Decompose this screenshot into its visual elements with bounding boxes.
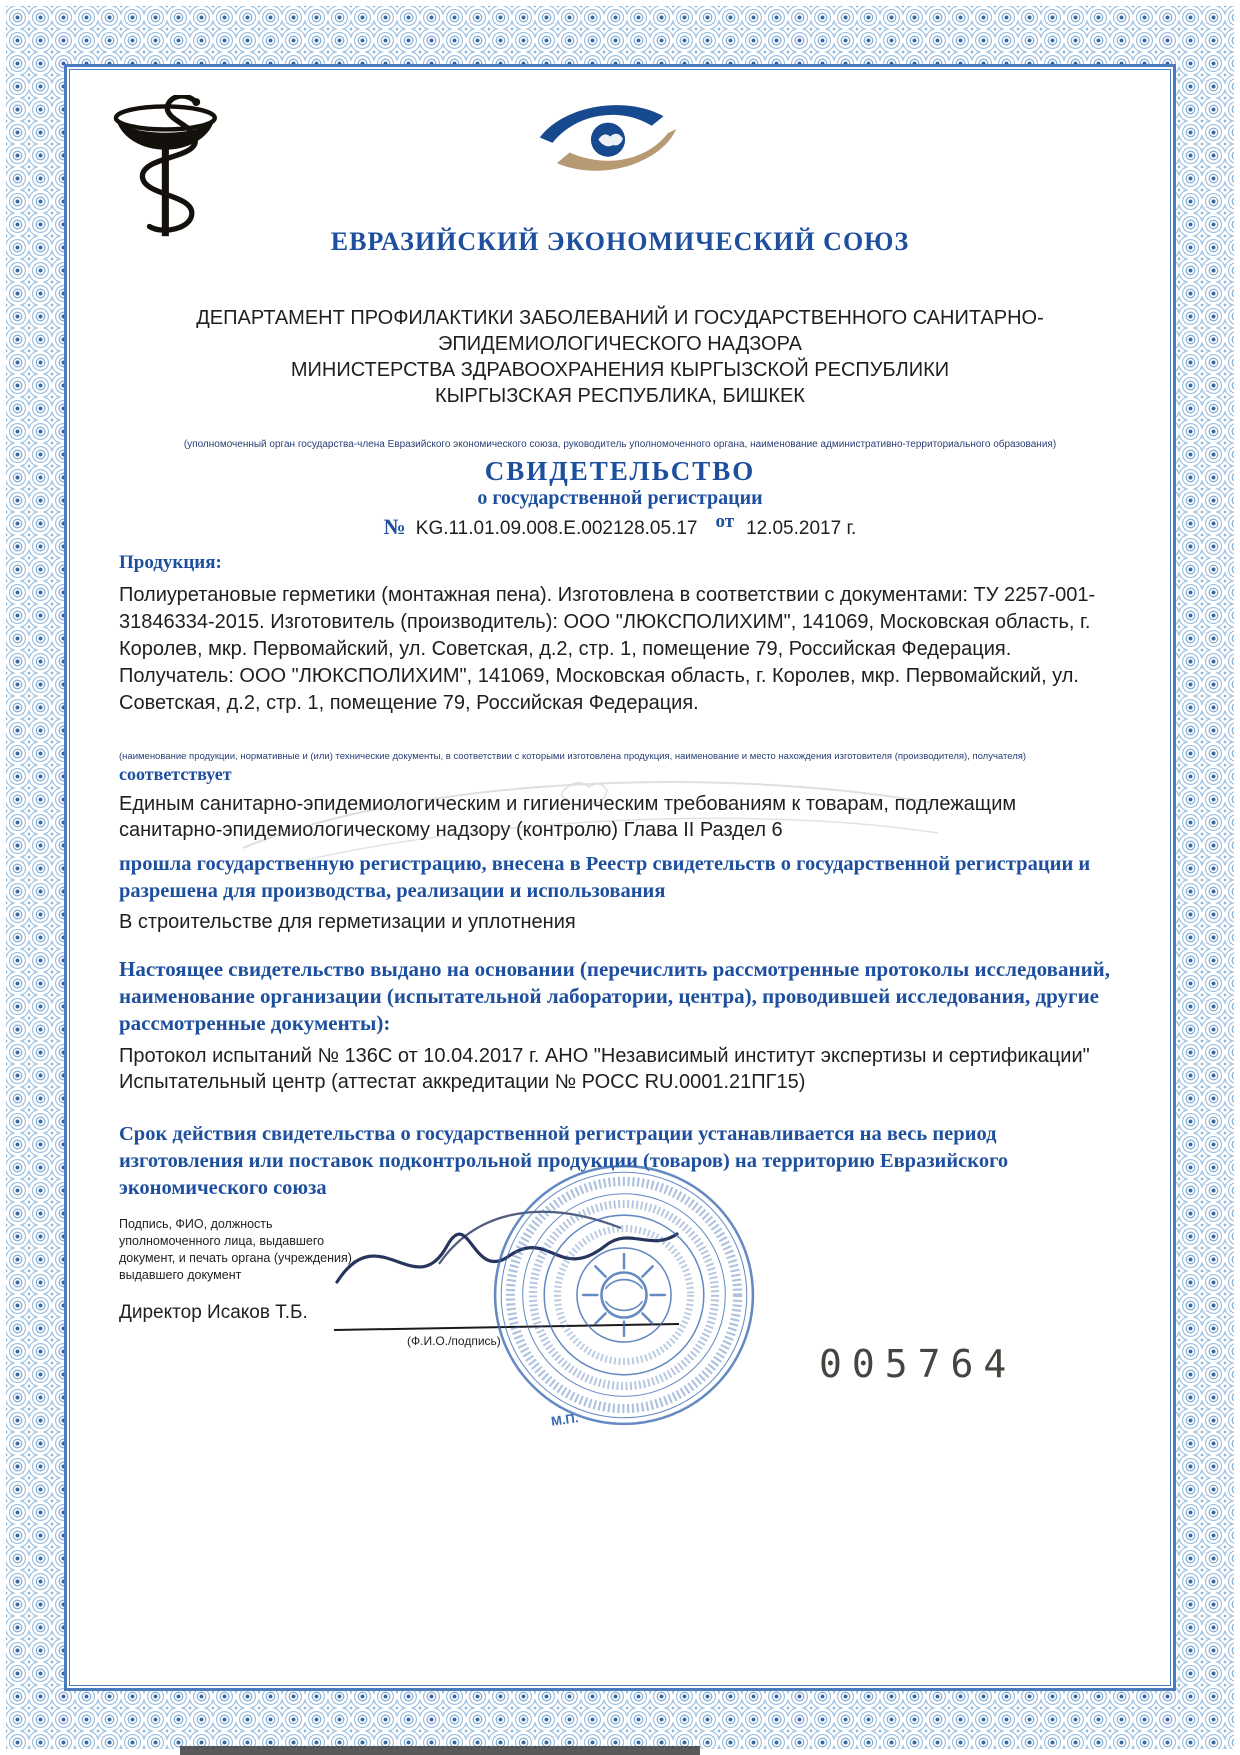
requirements-text: Единым санитарно-эпидемиологическим и гигиеническим требованиям к товарам, подлежащим санитарно-эпидемиологическому надзору (контролю) Глава II Раздел 6 (119, 793, 1017, 841)
product-label: Продукция: (119, 552, 222, 573)
basis-heading: Настоящее свидетельство выдано на основании (перечислить рассмотренные протоколы исследований, наименование организации (испытательной лаборатории, центра), проводившей исследования, другие рассмотренные документы): (119, 957, 1111, 1035)
product-description: Полиуретановые герметики (монтажная пена). Изготовлена в соответствии с документами: ТУ 2257-001-31846334-2015. Изготовитель (производитель): ООО "ЛЮКСПОЛИХИМ", 141069, Московская область, г. Королев, мкр. Первомайский, ул. Советская, д.2, стр. 1, помещение 79, Российская Федерация. Получатель: ООО "ЛЮКСПОЛИХИМ", 141069, Московская область, г. Королев, мкр. Первомайский, ул. Советская, д.2, стр. 1, помещение 79, Российская Федерация. (119, 584, 1096, 714)
scan-edge-artifact (180, 1746, 700, 1755)
watermark-map (233, 763, 953, 873)
signatory-name: Директор Исаков Т.Б. (119, 1302, 308, 1323)
usage-scope: В строительстве для герметизации и уплотнения (119, 911, 576, 933)
certificate-sheet (64, 64, 1176, 1691)
certificate-date: 12.05.2017 г. (746, 518, 857, 539)
issuing-authority (119, 305, 1121, 409)
authority-line: ЭПИДЕМИОЛОГИЧЕСКОГО НАДЗОРА (438, 333, 802, 355)
registration-statement: прошла государственную регистрацию, внесена в Реестр свидетельств о государственной регистрации и разрешена для производства, реализации и использования (119, 853, 1091, 902)
stamp-mp-mark: М.П. (550, 1410, 580, 1429)
form-number: 005764 (819, 1342, 1017, 1386)
basis-details: Протокол испытаний № 136С от 10.04.2017 г. АНО "Независимый институт экспертизы и сертификации" Испытательный центр (аттестат аккредитации № РОСС RU.0001.21ПГ15) (119, 1045, 1090, 1093)
certificate-content (73, 73, 1167, 1682)
bowl-of-hygieia-icon (109, 95, 227, 245)
certificate-title: СВИДЕТЕЛЬСТВО (484, 456, 756, 486)
number-sign: № (383, 514, 406, 539)
validity-statement: Срок действия свидетельства о государственной регистрации устанавливается на весь период изготовления или поставок подконтрольной продукции (товаров) на территорию Евразийского экономического союза (119, 1123, 1009, 1199)
conforms-label: соответствует (119, 764, 232, 784)
header-logo-row (119, 99, 1121, 227)
signature-note: Подпись, ФИО, должность уполномоченного лица, выдавшего документ, и печать органа (учреждения), выдавшего документ (119, 1217, 356, 1282)
of-word: от (715, 511, 735, 532)
certificate-number: KG.11.01.09.008.Е.002128.05.17 (415, 518, 698, 539)
signature-zone (119, 1214, 1121, 1474)
union-title: ЕВРАЗИЙСКИЙ ЭКОНОМИЧЕСКИЙ СОЮЗ (330, 227, 910, 256)
authority-line: МИНИСТЕРСТВА ЗДРАВООХРАНЕНИЯ КЫРГЫЗСКОЙ РЕСПУБЛИКИ (290, 359, 950, 381)
authority-line: ДЕПАРТАМЕНТ ПРОФИЛАКТИКИ ЗАБОЛЕВАНИЙ И ГОСУДАРСТВЕННОГО САНИТАРНО- (196, 307, 1044, 329)
eaeu-logo (533, 97, 683, 193)
round-official-stamp (491, 1162, 757, 1428)
authority-footnote: (уполномоченный орган государства-члена Евразийского экономического союза, руководитель уполномоченного органа, наименование административно-территориального образования) (183, 439, 1057, 450)
product-footnote: (наименование продукции, нормативные и (или) технические документы, в соответствии с которыми изготовлена продукция, наименование и место нахождения изготовителя (производителя), получателя) (119, 751, 1027, 762)
certificate-number-line (119, 511, 1121, 540)
certificate-subtitle: о государственной регистрации (477, 487, 763, 509)
signature-caption: (Ф.И.О./подпись) (407, 1334, 501, 1348)
authority-line: КЫРГЫЗСКАЯ РЕСПУБЛИКА, БИШКЕК (435, 385, 805, 407)
